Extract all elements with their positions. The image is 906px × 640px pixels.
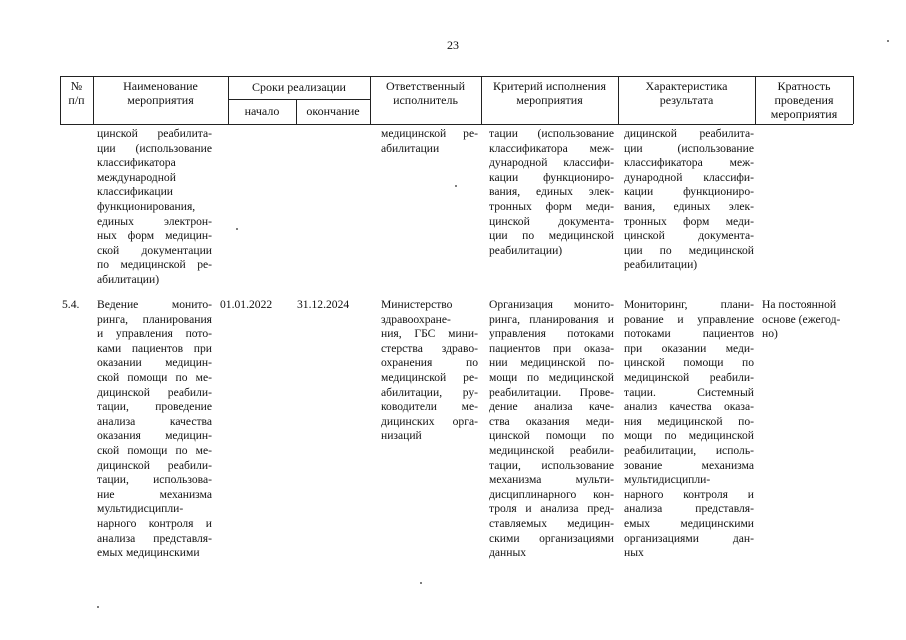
text-line: абилитации) [97,272,160,286]
table-header-bottom-border [60,124,853,125]
text-line: Министерство [381,298,453,311]
text-line: медицинской реабили- [489,443,614,457]
text-line: реабилитации) [624,258,698,272]
header-name: Наименование мероприятия [123,79,198,107]
scan-speck [420,582,422,584]
text-line: потоками пациентов [624,327,754,341]
text-line: Ведение монито- [97,298,212,311]
text-line: цинской помощи по [489,429,614,443]
header-end: окончание [306,104,360,118]
text-line: оказания медицин- [97,429,212,443]
text-line: тации, проведение [97,400,212,414]
text-line: ных форм медицин- [97,229,212,243]
text-line: медицинской ре- [381,127,478,140]
text-line: классификатора [97,156,176,170]
text-line: по медицинской ре- [97,258,212,272]
text-line: дународной классифи- [489,156,614,170]
text-line: ции по медицинской [489,229,614,243]
header-start: начало [244,104,280,118]
text-line: рование и управление [624,312,754,326]
text-line: емых медицинскими [97,546,200,560]
text-line: медицинской реабили- [624,370,754,384]
text-line: реабилитации, исполь- [624,443,754,457]
row-frequency-cell: На постоянной основе (ежегод- но) [762,298,841,341]
row-criterion-cell [489,298,614,561]
text-line: дисциплинарного кон- [489,487,614,501]
text-line: низаций [381,429,422,443]
text-line: и управления пото- [97,327,212,341]
text-line: дицинских орга- [381,414,478,428]
text-line: ции по медицинской [624,243,754,257]
text-line: ния медицинской по- [624,414,754,428]
text-line: анализа представля- [624,502,754,516]
cont-name-cell [97,127,212,288]
text-line: Мониторинг, плани- [624,298,754,311]
text-line: дение анализа каче- [489,400,614,414]
text-line: стерства здраво- [381,341,478,355]
text-line: кации функциониро- [489,170,614,184]
text-line: медицинской ре- [381,370,478,384]
text-line: анализа качества [97,414,212,428]
text-line: цинской реабилита- [97,127,212,140]
cont-criterion-cell [489,127,614,258]
text-line: ставляемых медицин- [489,516,614,530]
text-line: ции (использование [624,141,754,155]
row-characteristic-cell [624,298,754,561]
text-line: здравоохране- [381,312,451,326]
text-line: дицинской реабили- [97,458,212,472]
table-top-border [60,76,853,77]
text-line: анализ качества оказа- [624,400,754,414]
text-line: вания, единых элек- [624,199,754,213]
page-number: 23 [447,38,459,52]
text-line: ние механизма [97,487,212,501]
text-line: кации функциониро- [624,185,754,199]
text-line: тации, использование [489,458,614,472]
text-line: классификации [97,185,173,199]
text-line: тронных форм меди- [489,199,614,213]
text-line: тации, использова- [97,473,212,487]
text-line: тронных форм меди- [624,214,754,228]
scan-speck [455,185,457,187]
text-line: ринга, планирования [97,312,212,326]
scan-speck [236,228,238,230]
text-line: ния, ГБС мини- [381,327,478,341]
row-responsible-cell [381,298,478,444]
text-line: зование механизма [624,458,754,472]
text-line: функционирования, [97,199,196,213]
scan-speck [97,606,99,608]
cont-characteristic-cell [624,127,754,273]
header-responsible: Ответственный исполнитель [385,79,466,107]
text-line: дународной классифи- [624,170,754,184]
text-line: дицинской реабили- [97,385,212,399]
text-line: троля и анализа пред- [489,502,614,516]
text-line: управления потоками [489,327,614,341]
text-line: цинской документа- [624,229,754,243]
text-line: мультидисципли- [97,502,184,516]
text-line: ринга, планирования и [489,312,614,326]
text-line: тации. Системный [624,385,754,399]
text-line: международной [97,170,176,184]
text-line: емых медицинскими [624,516,754,530]
text-line: цинской документа- [489,214,614,228]
row-name-cell [97,298,212,561]
text-line: мультидисципли- [624,473,711,487]
text-line: реабилитации) [489,243,563,257]
row-start-date-cell: 01.01.2022 [220,298,273,311]
text-line: ции (использование [97,141,212,155]
text-line: единых электрон- [97,214,212,228]
text-line: ками пациентов при [97,341,212,355]
text-line: нарного контроля и [97,516,212,530]
text-line: при оказании меди- [624,341,754,355]
row-number-cell: 5.4. [62,298,80,311]
text-line: пациентов при оказа- [489,341,614,355]
table-right-border [853,76,854,124]
text-line: Организация монито- [489,298,614,311]
text-line: ской документации [97,243,212,257]
cont-responsible-cell [381,127,478,156]
text-line: абилитации [381,141,440,155]
text-line: классификатора меж- [489,141,614,155]
text-line: данных [489,546,527,560]
header-number: № п/п [68,79,85,107]
text-line: механизма мульти- [489,473,614,487]
text-line: мощи по медицинской [489,370,614,384]
text-line: классификатора меж- [624,156,754,170]
text-line: нарного контроля и [624,487,754,501]
text-line: цинской помощи по [624,356,754,370]
text-line: охранения по [381,356,478,370]
text-line: оказании медицин- [97,356,212,370]
text-line: абилитации, ру- [381,385,478,399]
header-criterion: Критерий исполнения мероприятия [493,79,606,107]
text-line: реабилитации. Прове- [489,385,614,399]
text-line: ных [624,546,644,560]
text-line: ской помощи по ме- [97,443,212,457]
terms-subheader-border [228,99,370,100]
text-line: анализа представля- [97,531,212,545]
text-line: вания, единых элек- [489,185,614,199]
text-line: ководители ме- [381,400,478,414]
header-terms: Сроки реализации [252,80,346,94]
row-end-date-cell: 31.12.2024 [297,298,350,311]
text-line: скими организациями [489,531,614,545]
header-frequency: Кратность проведения мероприятия [770,79,838,121]
header-characteristic: Характеристика результата [645,79,728,107]
scan-speck [887,40,889,42]
text-line: тации (использование [489,127,614,140]
text-line: ской помощи по ме- [97,370,212,384]
text-line: ства оказания меди- [489,414,614,428]
text-line: организациями дан- [624,531,754,545]
text-line: мощи по медицинской [624,429,754,443]
text-line: дицинской реабилита- [624,127,754,140]
text-line: нии медицинской по- [489,356,614,370]
